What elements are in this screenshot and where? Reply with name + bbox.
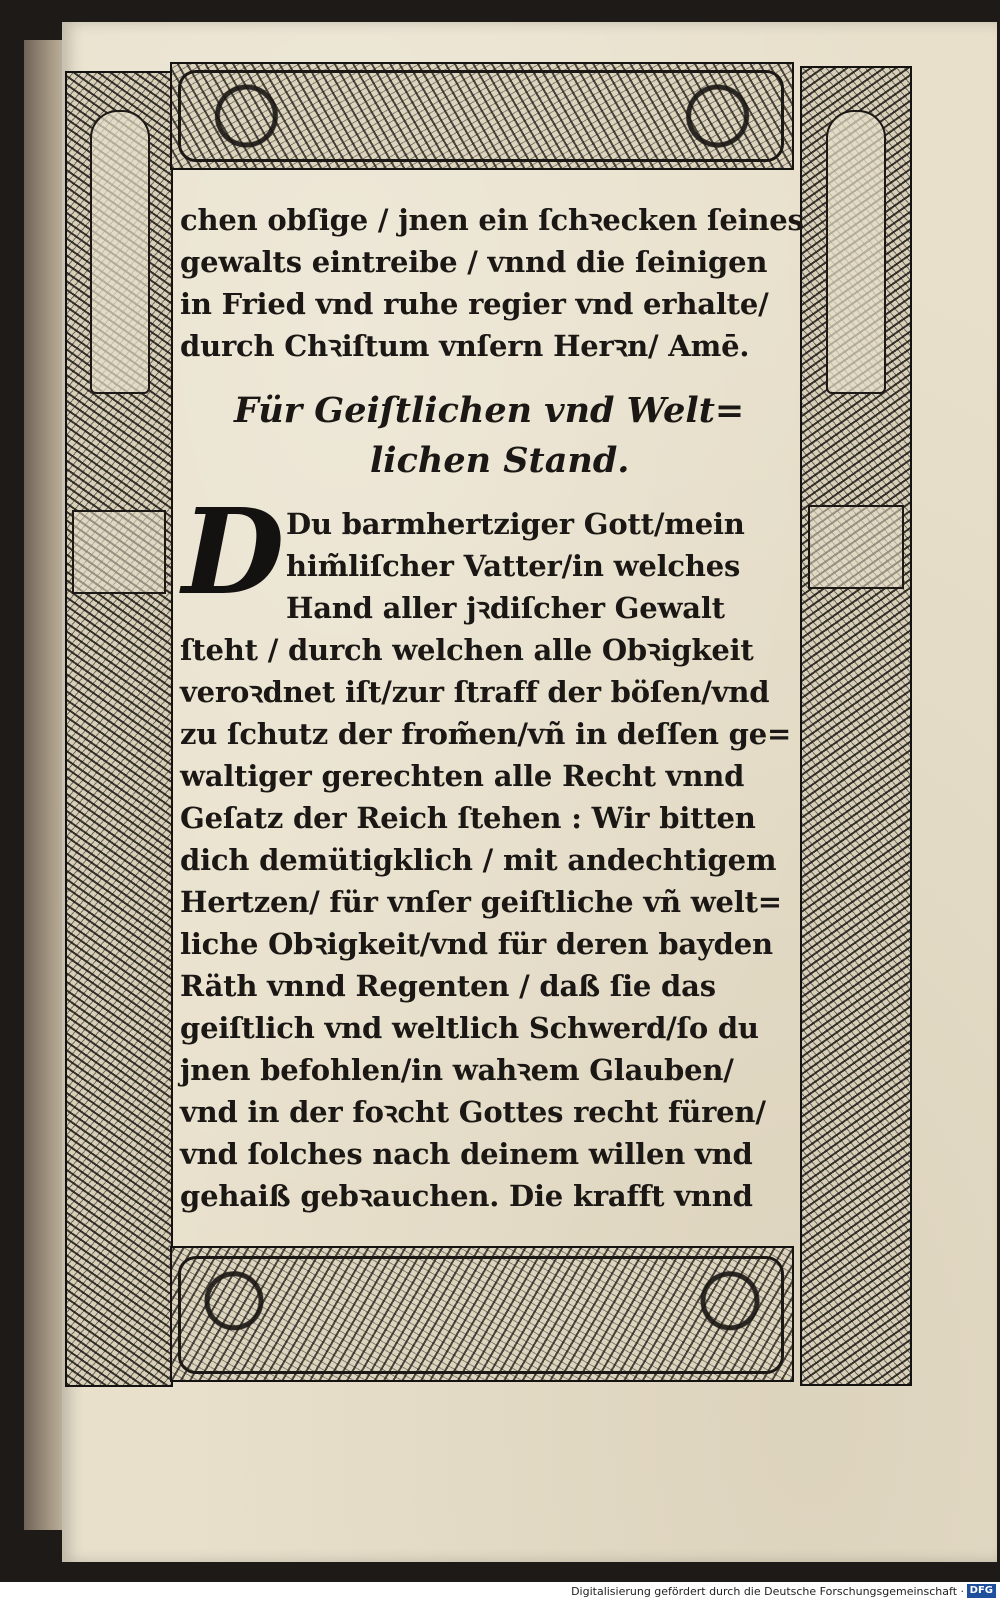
text-line: jnen befohlen/in wahꝛem Glauben/: [180, 1053, 734, 1087]
text-line: waltiger gerechten alle Recht vnnd: [180, 759, 745, 793]
dfg-logo: DFG: [967, 1584, 996, 1598]
text-line: in Fried vnd ruhe regier vnd erhalte/: [180, 287, 769, 321]
text-line: vnd in der foꝛcht Gottes recht füren/: [180, 1095, 766, 1129]
decorated-initial: D: [182, 482, 285, 621]
text-line: him̃liſcher Vatter/in welches: [286, 549, 741, 583]
text-line: gewalts eintreibe / vnnd die ſeinigen: [180, 245, 768, 279]
text-line: durch Chꝛiſtum vnſern Herꝛn/ Amē.: [180, 329, 750, 363]
text-line: veroꝛdnet iſt/zur ſtraff der böſen/vnd: [180, 675, 770, 709]
text-line: zu ſchutz der from̃en/vñ in deſſen ge=: [180, 717, 792, 751]
text-line: vnd ſolches nach deinem willen vnd: [180, 1137, 753, 1171]
text-line: Geſatz der Reich ſtehen : Wir bitten: [180, 801, 756, 835]
woodcut-figure-left: [90, 110, 150, 394]
text-line: ſteht / durch welchen alle Obꝛigkeit: [180, 633, 754, 667]
text-line: liche Obꝛigkeit/vnd für deren bayden: [180, 927, 773, 961]
text-line: Hand aller jꝛdiſcher Gewalt: [286, 591, 725, 625]
text-line: dich demütigklich / mit andechtigem: [180, 843, 777, 877]
text-line: gehaiß gebꝛauchen. Die krafft vnnd: [180, 1179, 753, 1213]
woodcut-pillar-left: [72, 510, 166, 594]
ornament-scroll-bottom: [178, 1256, 784, 1374]
text-line: Räth vnnd Regenten / daß ſie das: [180, 969, 716, 1003]
text-line: Hertzen/ für vnſer geiſtliche vñ welt=: [180, 885, 782, 919]
woodcut-figure-right: [826, 110, 886, 394]
ornament-scroll-top: [178, 70, 784, 162]
section-heading: lichen Stand.: [370, 440, 630, 481]
funding-credit: Digitalisierung gefördert durch die Deutsche Forschungsgemeinschaft ·: [571, 1585, 964, 1598]
woodcut-pillar-right: [808, 505, 904, 589]
text-line: chen obſige / jnen ein ſchꝛecken ſeines: [180, 203, 804, 237]
text-line: geiſtlich vnd weltlich Schwerd/ſo du: [180, 1011, 759, 1045]
section-heading: Für Geiſtlichen vnd Welt=: [234, 390, 745, 431]
text-line: Du barmhertziger Gott/mein: [286, 507, 745, 541]
